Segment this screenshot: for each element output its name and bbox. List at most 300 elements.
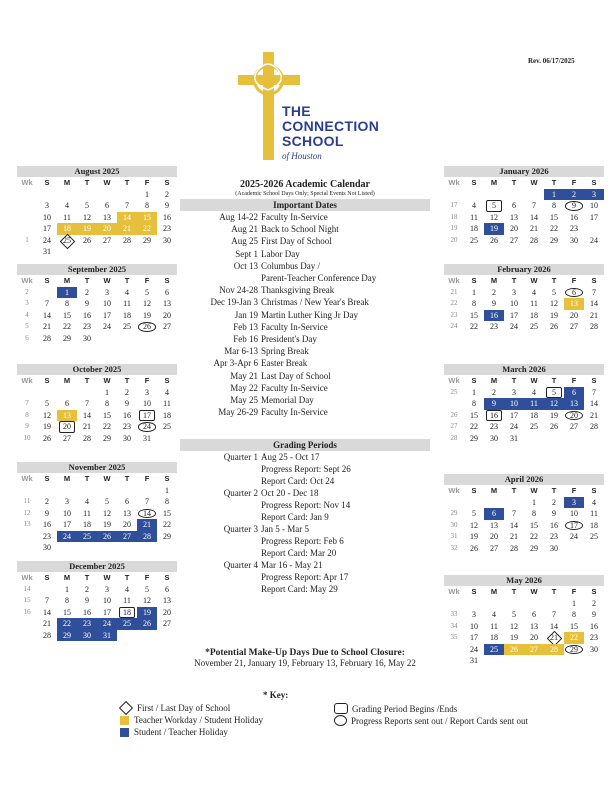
day-cell: 23 [550, 532, 558, 541]
day-cell: 13 [163, 299, 171, 308]
day-cell: 31 [470, 656, 478, 665]
weekday-header: M [490, 587, 498, 596]
event-date: Dec 19-Jan 3 [210, 297, 258, 308]
weekday-header: S [471, 276, 477, 285]
day-cell [524, 433, 544, 445]
day-cell: 4 [165, 387, 169, 397]
day-cell: 20 [490, 532, 498, 541]
grading-detail: Report Card: Jan 9 [261, 512, 329, 522]
day-cell: 31 [143, 433, 151, 443]
day-cell: 21 [510, 532, 518, 541]
grading-detail: Report Card: Mar 20 [261, 548, 337, 558]
day-cell: 3 [564, 497, 584, 509]
event-title: Back to School Night [261, 224, 339, 235]
day-cell: 13 [510, 212, 518, 222]
event-title: Thanksgiving Break [261, 285, 335, 296]
important-date-row [180, 272, 430, 284]
key-progress-report [334, 715, 528, 726]
week-row [17, 607, 177, 619]
day-cell [57, 189, 77, 201]
day-cell: 21 [43, 619, 51, 628]
week-number [444, 189, 464, 201]
day-cell: 8 [532, 509, 536, 518]
day-cell: 31 [97, 630, 117, 642]
day-cell: 30 [490, 433, 498, 443]
day-cell: 26 [83, 235, 91, 245]
day-cell: 12 [143, 299, 151, 308]
day-cell: 13 [564, 398, 584, 410]
day-cell: 27 [163, 322, 171, 331]
blue-swatch [120, 728, 129, 737]
week-row [17, 223, 177, 235]
weekday-header: T [551, 276, 557, 285]
week-number: 13 [23, 520, 31, 528]
week-number [17, 387, 37, 399]
grading-row [180, 571, 430, 583]
day-cell: 9 [552, 509, 556, 518]
day-cell: 30 [163, 235, 171, 245]
week-row [17, 398, 177, 410]
key-teacher-workday [120, 715, 263, 725]
grading-row [180, 583, 430, 595]
day-cell [57, 387, 77, 399]
day-cell [584, 543, 604, 555]
day-cell: 14 [43, 607, 51, 617]
day-cell: 26 [504, 644, 524, 656]
event-date: May 26-29 [218, 407, 258, 418]
weekday-header: T [84, 573, 90, 582]
week-row [17, 496, 177, 508]
day-cell: 25 [163, 422, 171, 431]
day-cell: 20 [97, 223, 117, 235]
day-cell: 9 [85, 299, 89, 308]
weekday-header-row [17, 572, 177, 584]
week-number: 28 [450, 433, 458, 442]
week-number: 33 [450, 610, 458, 618]
day-cell: 15 [103, 410, 111, 420]
day-cell: 7 [145, 497, 149, 506]
week-row [17, 287, 177, 299]
day-cell: 9 [85, 596, 89, 605]
day-cell: 9 [564, 200, 584, 212]
weekday-header: S [471, 486, 477, 495]
day-cell: 11 [123, 299, 131, 308]
week-number: 14 [23, 584, 31, 593]
day-cell: 17 [43, 224, 51, 233]
day-cell: 18 [163, 410, 171, 420]
week-number: 6 [25, 333, 29, 342]
day-cell: 29 [57, 630, 77, 642]
day-cell [564, 433, 584, 445]
day-cell: 21 [544, 632, 564, 644]
week-row [444, 520, 604, 532]
week-row [17, 321, 177, 333]
day-cell: 18 [590, 520, 598, 530]
week-row [17, 433, 177, 445]
week-number: 30 [450, 520, 458, 529]
week-row [444, 387, 604, 399]
week-number [17, 189, 37, 201]
day-cell: 18 [530, 410, 538, 420]
weekday-header: F [144, 178, 150, 187]
day-cell: 10 [143, 399, 151, 408]
day-cell: 14 [590, 299, 598, 308]
weekday-header: S [44, 376, 50, 385]
day-cell: 1 [165, 485, 169, 495]
day-cell: 28 [83, 433, 91, 443]
event-title: Faculty In-Service [261, 212, 328, 222]
weekday-header-row [444, 275, 604, 287]
day-cell: 8 [145, 201, 149, 210]
important-date-row [180, 284, 430, 296]
weekday-header: T [511, 276, 517, 285]
grading-detail: Aug 25 - Oct 17 [261, 452, 320, 462]
day-cell: 28 [137, 531, 157, 543]
day-cell: 24 [43, 235, 51, 245]
week-number: 22 [450, 299, 458, 307]
weekday-header: W [530, 178, 538, 187]
weekday-header: Wk [21, 178, 33, 187]
day-cell: 13 [57, 410, 77, 422]
day-cell: 27 [163, 619, 171, 628]
weekday-header: W [103, 276, 111, 285]
day-cell [77, 246, 97, 258]
day-cell: 26 [137, 321, 157, 333]
weekday-header: Wk [448, 376, 460, 385]
week-row [444, 531, 604, 543]
day-cell: 22 [550, 224, 558, 233]
event-title: Columbus Day / [261, 260, 321, 271]
week-number: 9 [25, 422, 29, 430]
day-cell [157, 246, 177, 258]
day-cell [504, 497, 524, 509]
event-date: Aug 21 [231, 224, 258, 235]
day-cell: 1 [65, 584, 69, 594]
day-cell: 11 [590, 509, 598, 518]
day-cell: 29 [103, 433, 111, 443]
weekday-header: W [530, 486, 538, 495]
day-cell: 18 [117, 607, 137, 619]
week-number: 24 [450, 322, 458, 330]
day-cell: 14 [43, 310, 51, 320]
day-cell: 24 [510, 422, 518, 431]
day-cell: 25 [590, 532, 598, 541]
weekday-header: S [591, 178, 597, 187]
event-title: Labor Day [261, 248, 300, 259]
day-cell: 19 [143, 310, 151, 320]
day-cell: 12 [510, 621, 518, 631]
week-row [444, 621, 604, 633]
grading-row [180, 547, 430, 559]
weekday-header: M [490, 486, 498, 495]
week-row [444, 644, 604, 656]
day-cell: 1 [544, 189, 564, 201]
day-cell [97, 246, 117, 258]
day-cell: 1 [532, 497, 536, 507]
week-number: 35 [450, 633, 458, 641]
day-cell [57, 542, 77, 554]
weekday-header: S [44, 474, 50, 483]
weekday-header: S [164, 573, 170, 582]
day-cell: 23 [490, 422, 498, 431]
day-cell: 23 [590, 633, 598, 642]
weekday-header: Wk [448, 587, 460, 596]
day-cell: 31 [43, 247, 51, 256]
important-dates-list [180, 211, 430, 418]
day-cell: 9 [484, 398, 504, 410]
day-cell: 21 [590, 310, 598, 320]
day-cell: 6 [532, 610, 536, 619]
day-cell: 22 [530, 532, 538, 541]
week-row [444, 655, 604, 667]
weekday-header-row [17, 375, 177, 387]
weekday-header: T [551, 486, 557, 495]
makeup-days-header: *Potential Make-Up Days Due to School Closure: [205, 648, 405, 658]
week-row [444, 310, 604, 322]
day-cell: 25 [484, 644, 504, 656]
day-cell: 1 [572, 598, 576, 608]
day-cell: 30 [570, 235, 578, 245]
event-date [180, 272, 261, 284]
day-cell: 3 [105, 287, 109, 297]
day-cell: 22 [57, 618, 77, 630]
day-cell: 14 [137, 508, 157, 520]
key-grading-period-label: Grading Period Begins /Ends [352, 703, 458, 714]
weekday-header: M [63, 474, 71, 483]
week-row [444, 632, 604, 644]
month-calendar [444, 474, 604, 554]
month-calendar [17, 364, 177, 444]
grading-detail: Report Card: May 29 [261, 584, 338, 594]
day-cell: 27 [63, 433, 71, 443]
day-cell: 2 [492, 287, 496, 297]
day-cell: 15 [63, 607, 71, 617]
day-cell: 9 [45, 508, 49, 518]
grading-detail: Jan 5 - Mar 5 [261, 524, 309, 534]
day-cell [77, 189, 97, 201]
day-cell: 16 [163, 212, 171, 222]
day-cell: 29 [63, 333, 71, 343]
day-cell [564, 655, 584, 667]
day-cell: 28 [43, 333, 51, 343]
event-date: Feb 13 [233, 321, 258, 332]
week-number [17, 630, 37, 642]
day-cell: 4 [532, 387, 536, 397]
week-row [17, 310, 177, 322]
weekday-header: Wk [21, 376, 33, 385]
day-cell: 1 [57, 287, 77, 299]
day-cell [464, 497, 484, 509]
day-cell: 15 [63, 310, 71, 320]
day-cell: 12 [83, 212, 91, 222]
month-title: May 2026 [444, 575, 604, 586]
day-cell [544, 598, 564, 610]
day-cell: 2 [165, 189, 169, 199]
day-cell [37, 287, 57, 299]
day-cell: 12 [470, 520, 478, 530]
day-cell: 23 [83, 322, 91, 331]
week-number: 5 [25, 322, 29, 330]
day-cell: 8 [165, 497, 169, 506]
day-cell: 17 [510, 410, 518, 420]
week-number: 4 [25, 310, 29, 319]
week-row [444, 433, 604, 445]
week-row [444, 235, 604, 247]
day-cell: 12 [103, 508, 111, 518]
weekday-header: F [144, 573, 150, 582]
middle-column [180, 179, 430, 418]
day-cell: 10 [103, 596, 111, 605]
week-number: 19 [450, 224, 458, 232]
quarter-label: Quarter 4 [223, 560, 258, 570]
day-cell: 6 [564, 287, 584, 299]
weekday-header-row [444, 586, 604, 598]
grading-detail: Report Card: Oct 24 [261, 476, 335, 486]
day-cell [524, 189, 544, 201]
important-date-row [180, 235, 430, 247]
month-title: January 2026 [444, 166, 604, 177]
important-date-row [180, 321, 430, 333]
week-number: 17 [450, 201, 458, 209]
day-cell: 2 [492, 387, 496, 397]
day-cell: 26 [470, 543, 478, 553]
weekday-header: M [490, 376, 498, 385]
week-row [17, 235, 177, 247]
key-first-last [120, 703, 230, 713]
important-date-row [180, 357, 430, 369]
day-cell: 20 [57, 421, 77, 433]
day-cell: 18 [470, 224, 478, 233]
day-cell: 19 [510, 633, 518, 642]
day-cell: 25 [470, 235, 478, 245]
weekday-header: Wk [21, 276, 33, 285]
grading-detail: Progress Report: Sept 26 [261, 464, 351, 474]
oval-icon [334, 715, 347, 726]
day-cell: 7 [85, 399, 89, 408]
day-cell: 21 [137, 519, 157, 531]
event-title: Spring Break [261, 346, 309, 357]
weekday-header: T [84, 178, 90, 187]
day-cell: 2 [45, 497, 49, 506]
key-teacher-workday-label: Teacher Workday / Student Holiday [134, 715, 263, 725]
day-cell: 22 [564, 632, 584, 644]
month-title: October 2025 [17, 364, 177, 375]
day-cell: 8 [105, 399, 109, 408]
weekday-header: S [471, 178, 477, 187]
day-cell: 20 [570, 310, 578, 320]
day-cell: 29 [564, 644, 584, 656]
month-title: March 2026 [444, 364, 604, 375]
day-cell [37, 387, 57, 399]
day-cell: 13 [530, 621, 538, 631]
day-cell: 27 [117, 531, 137, 543]
calendar-title: 2025-2026 Academic Calendar [240, 179, 370, 190]
day-cell: 20 [163, 310, 171, 320]
grading-row [180, 463, 430, 475]
day-cell: 23 [163, 224, 171, 233]
day-cell: 21 [83, 422, 91, 431]
day-cell [37, 584, 57, 596]
weekday-header: S [44, 573, 50, 582]
week-number [17, 485, 37, 497]
day-cell: 10 [570, 509, 578, 518]
day-cell: 11 [83, 508, 91, 518]
day-cell [157, 630, 177, 642]
day-cell: 5 [145, 584, 149, 594]
week-row [17, 387, 177, 399]
week-number: 11 [23, 497, 31, 505]
weekday-header: W [530, 276, 538, 285]
important-date-row [180, 211, 430, 223]
weekday-header: S [591, 587, 597, 596]
weekday-header: W [103, 474, 111, 483]
day-cell: 17 [103, 310, 111, 320]
day-cell [97, 189, 117, 201]
weekday-header: S [591, 376, 597, 385]
day-cell: 26 [43, 433, 51, 443]
week-row [17, 410, 177, 422]
day-cell [464, 598, 484, 610]
weekday-header: W [103, 178, 111, 187]
day-cell: 21 [590, 410, 598, 420]
event-date: May 21 [230, 370, 258, 381]
grading-row [180, 559, 430, 571]
weekday-header: T [124, 178, 130, 187]
important-date-row [180, 248, 430, 260]
day-cell: 18 [123, 310, 131, 320]
day-cell: 21 [43, 322, 51, 331]
day-cell: 31 [510, 433, 518, 443]
week-row [17, 189, 177, 201]
day-cell: 25 [77, 531, 97, 543]
week-row [444, 287, 604, 299]
day-cell: 26 [97, 531, 117, 543]
day-cell: 14 [83, 410, 91, 420]
weekday-header-row [17, 177, 177, 189]
event-date: Nov 24-28 [219, 285, 258, 296]
day-cell: 10 [504, 398, 524, 410]
week-number [17, 212, 37, 224]
key-holiday [120, 727, 228, 737]
quarter-label [180, 535, 261, 547]
day-cell: 8 [572, 610, 576, 619]
key-title: * Key: [263, 690, 289, 700]
grading-detail: Progress Report: Apr 17 [261, 572, 349, 582]
day-cell [137, 333, 157, 345]
day-cell [584, 433, 604, 445]
week-row [17, 630, 177, 642]
quarter-label: Quarter 3 [223, 524, 258, 534]
weekday-header: T [511, 376, 517, 385]
day-cell: 13 [103, 212, 111, 222]
day-cell: 12 [43, 410, 51, 420]
week-number: 15 [23, 596, 31, 604]
important-date-row [180, 394, 430, 406]
day-cell: 13 [564, 298, 584, 310]
week-number [444, 598, 464, 610]
day-cell: 25 [57, 235, 77, 247]
day-cell [464, 189, 484, 201]
key-progress-report-label: Progress Reports sent out / Report Cards sent out [351, 715, 528, 726]
day-cell: 18 [490, 633, 498, 642]
weekday-header: S [591, 276, 597, 285]
day-cell: 24 [97, 618, 117, 630]
day-cell: 23 [123, 422, 131, 431]
day-cell [37, 485, 57, 497]
day-cell: 22 [470, 422, 478, 431]
day-cell: 7 [45, 596, 49, 605]
week-number [17, 531, 37, 543]
